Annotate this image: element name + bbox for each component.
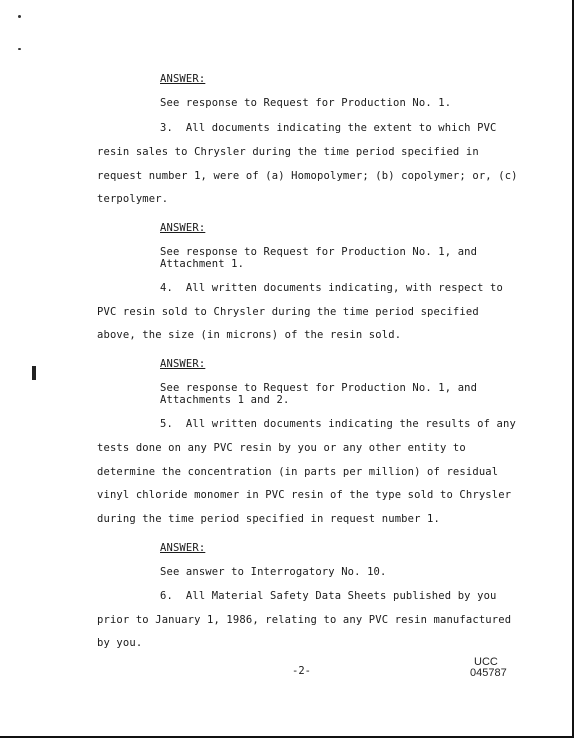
answer-heading: ANSWER:	[160, 222, 206, 234]
request-text: tests done on any PVC resin by you or any other entity to	[97, 442, 466, 454]
answer-heading: ANSWER:	[160, 358, 206, 370]
request-text: terpolymer.	[97, 193, 169, 205]
scan-speck	[18, 15, 21, 18]
answer-heading: ANSWER:	[160, 542, 206, 554]
answer-heading: ANSWER:	[160, 73, 206, 85]
scan-speck	[18, 48, 21, 50]
request-text: prior to January 1, 1986, relating to any PVC resin manufactured	[97, 614, 512, 626]
bates-number: 045787	[470, 667, 507, 679]
request-text: vinyl chloride monomer in PVC resin of the type sold to Chrysler	[97, 489, 512, 501]
request-text: PVC resin sold to Chrysler during the time period specified	[97, 306, 479, 318]
scan-mark	[32, 366, 36, 380]
request-text: determine the concentration (in parts per million) of residual	[97, 466, 499, 478]
request-text: during the time period specified in request number 1.	[97, 513, 440, 525]
request-text: 3. All documents indicating the extent to which PVC	[160, 122, 497, 134]
request-text: resin sales to Chrysler during the time period specified in	[97, 146, 479, 158]
answer-text: See response to Request for Production No. 1.	[160, 97, 452, 109]
request-text: request number 1, were of (a) Homopolymer; (b) copolymer; or, (c)	[97, 170, 518, 182]
answer-text: See response to Request for Production No. 1, and	[160, 382, 478, 394]
page-number: -2-	[292, 665, 311, 677]
answer-text: See answer to Interrogatory No. 10.	[160, 566, 387, 578]
request-text: above, the size (in microns) of the resin sold.	[97, 329, 402, 341]
request-text: by you.	[97, 637, 143, 649]
request-text: 4. All written documents indicating, with respect to	[160, 282, 503, 294]
bates-stamp	[470, 657, 507, 679]
answer-text: Attachments 1 and 2.	[160, 394, 290, 406]
answer-text: See response to Request for Production No. 1, and	[160, 246, 478, 258]
request-text: 6. All Material Safety Data Sheets published by you	[160, 590, 497, 602]
request-text: 5. All written documents indicating the results of any	[160, 418, 516, 430]
bates-prefix: UCC	[474, 656, 498, 668]
answer-text: Attachment 1.	[160, 258, 245, 270]
